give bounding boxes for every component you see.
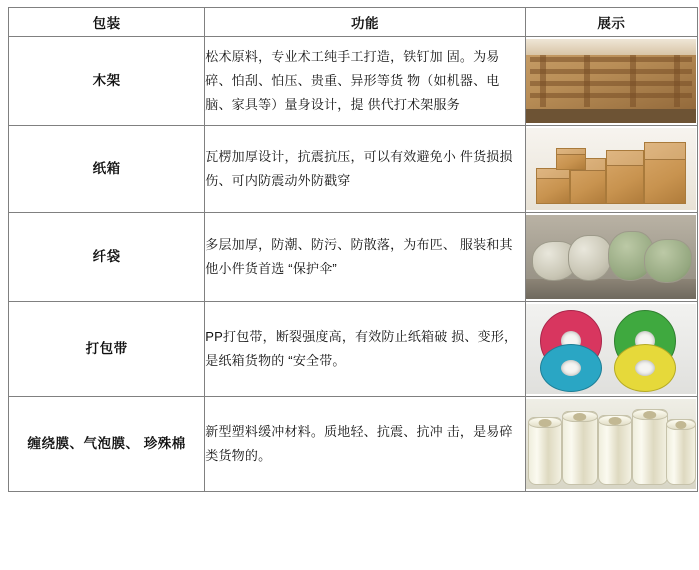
roll-core xyxy=(561,360,581,376)
photo-floor xyxy=(526,109,696,123)
woven-bag xyxy=(644,239,692,283)
table-header-row xyxy=(9,8,698,37)
pp-strapping-roll-photo xyxy=(526,304,696,394)
roll-core xyxy=(635,360,655,376)
table-row xyxy=(9,397,698,492)
package-function-cell: PP打包带，断裂强度高，有效防止纸箱破 损、变形，是纸箱货物的 “安全带。 xyxy=(205,302,525,397)
table-row xyxy=(9,126,698,213)
table-row xyxy=(9,213,698,302)
film-roll-core xyxy=(643,411,657,419)
table-row xyxy=(9,302,698,397)
column-header-function: 功能 xyxy=(205,8,525,37)
column-header-package: 包装 xyxy=(9,8,205,37)
image-wrapper xyxy=(526,37,696,125)
package-image-cell xyxy=(525,37,697,126)
woven-bag-photo xyxy=(526,215,696,299)
package-name-cell: 缠绕膜、气泡膜、 珍殊棉 xyxy=(9,397,205,492)
carton-lid xyxy=(645,143,685,160)
carton-box xyxy=(644,142,686,204)
image-wrapper xyxy=(526,213,696,301)
package-image-cell xyxy=(525,213,697,302)
package-name-cell: 纤袋 xyxy=(9,213,205,302)
film-roll xyxy=(598,415,632,485)
film-roll-core xyxy=(608,417,621,425)
packaging-table xyxy=(8,7,698,492)
package-image-cell xyxy=(525,302,697,397)
crate-post xyxy=(540,55,546,107)
package-image-cell xyxy=(525,397,697,492)
carton-box xyxy=(536,168,570,204)
package-function-cell: 瓦楞加厚设计，抗震抗压，可以有效避免小 件货损损伤、可内防震动外防戳穿 xyxy=(205,126,525,213)
carton-box-photo xyxy=(526,128,696,210)
table-header xyxy=(9,8,698,37)
column-header-display: 展示 xyxy=(525,8,697,37)
film-roll-core xyxy=(538,419,551,427)
image-wrapper xyxy=(526,126,696,212)
film-roll-core xyxy=(573,413,587,421)
strapping-roll-blue xyxy=(540,344,602,392)
package-function-cell: 新型塑料缓冲材料。质地轻、抗震、抗冲 击，是易碎类货物的。 xyxy=(205,397,525,492)
crate-plank xyxy=(530,93,692,98)
carton-box xyxy=(606,150,644,204)
wooden-crate-photo xyxy=(526,39,696,123)
carton-lid xyxy=(607,151,643,166)
package-image-cell xyxy=(525,126,697,213)
crate-plank xyxy=(530,81,692,86)
package-function-cell: 松术原料，专业术工纯手工打造，铁钉加 固。为易碎、怕刮、怕压、贵重、异形等货 物（如机器、电脑、家具等）量身设计，提 供代打术架服务 xyxy=(205,37,525,126)
package-name-cell: 纸箱 xyxy=(9,126,205,213)
film-roll xyxy=(528,417,562,485)
crate-post xyxy=(584,55,590,107)
crate-post xyxy=(674,55,680,107)
film-roll xyxy=(632,409,668,485)
strapping-roll-yellow xyxy=(614,344,676,392)
film-roll xyxy=(562,411,598,485)
crate-plank xyxy=(530,69,692,74)
table-body xyxy=(9,37,698,492)
package-name-cell: 木架 xyxy=(9,37,205,126)
stretch-film-roll-photo xyxy=(526,399,696,489)
film-roll xyxy=(666,419,696,485)
image-wrapper xyxy=(526,397,696,491)
image-wrapper xyxy=(526,302,696,396)
carton-lid xyxy=(557,149,585,155)
package-name-cell: 打包带 xyxy=(9,302,205,397)
carton-lid xyxy=(537,169,569,179)
crate-plank xyxy=(530,57,692,62)
crate-post xyxy=(630,55,636,107)
woven-bag xyxy=(568,235,612,281)
table-row xyxy=(9,37,698,126)
carton-box xyxy=(556,148,586,170)
package-function-cell: 多层加厚，防潮、防污、防散落，为布匹、 服装和其他小件货首选 “保护伞” xyxy=(205,213,525,302)
photo-background xyxy=(526,39,696,55)
